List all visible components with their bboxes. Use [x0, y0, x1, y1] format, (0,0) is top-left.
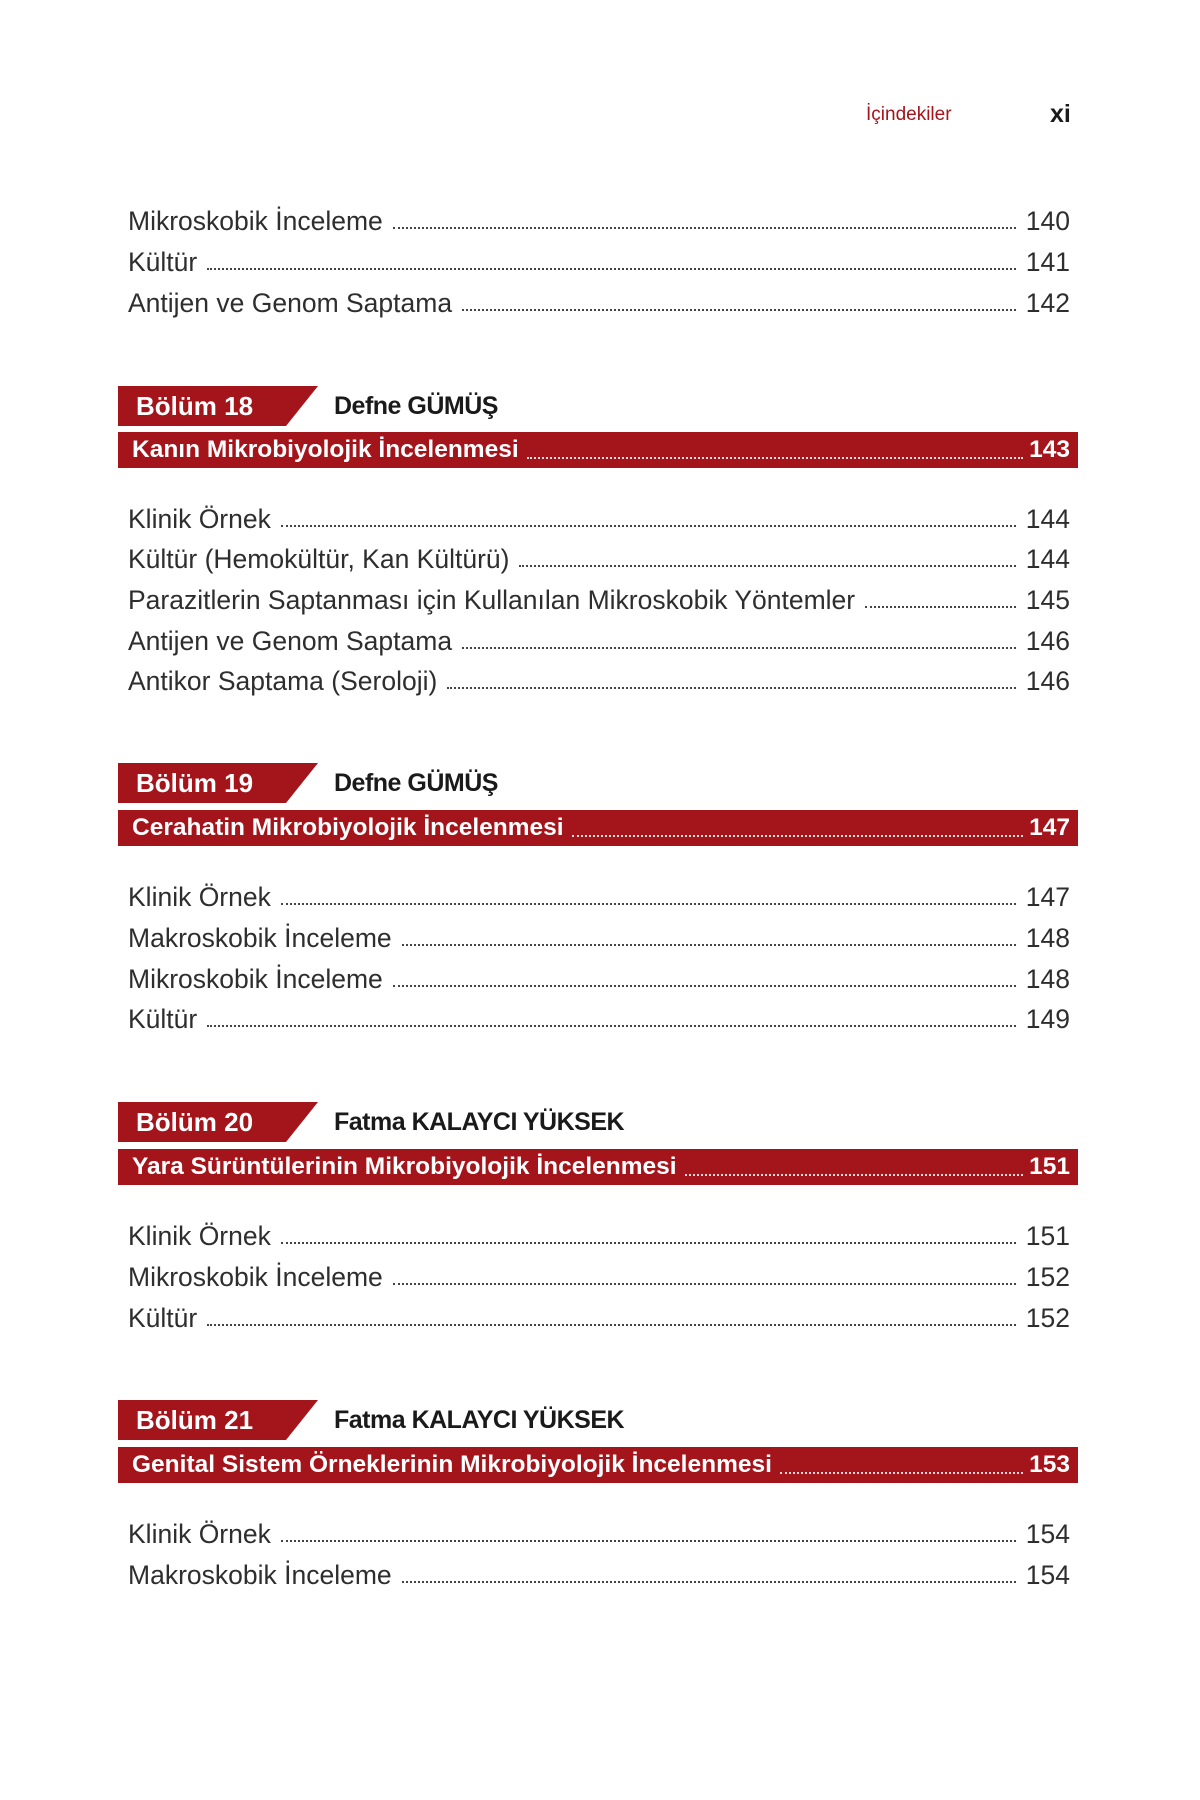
toc-entry-page: 152: [1025, 1262, 1070, 1292]
toc-entry-page: 146: [1025, 666, 1070, 696]
dot-leader: [572, 835, 1024, 837]
chapter-page: 151: [1029, 1153, 1070, 1180]
chapter-page: 143: [1029, 436, 1070, 463]
dot-leader: [402, 1581, 1016, 1583]
toc-entry-page: 144: [1025, 504, 1070, 534]
dot-leader: [447, 687, 1015, 689]
chapter-title-bar[interactable]: [118, 1149, 1078, 1185]
toc-entry-page: 145: [1025, 585, 1070, 615]
chapter-title-bar[interactable]: [118, 810, 1078, 846]
chapter-label: Bölüm 21: [118, 1400, 286, 1440]
dot-leader: [402, 944, 1016, 946]
toc-entry-title: Makroskobik İnceleme: [128, 1560, 392, 1590]
chapter-title-bar[interactable]: [118, 1447, 1078, 1483]
chapter-label: Bölüm 20: [118, 1102, 286, 1142]
dot-leader: [462, 309, 1016, 311]
toc-entry[interactable]: [128, 1551, 1070, 1591]
chapter-author: Defne GÜMÜŞ: [334, 768, 498, 797]
dot-leader: [281, 903, 1016, 905]
running-head-page-number: xi: [1050, 100, 1071, 128]
chapter-page: 147: [1029, 814, 1070, 841]
toc-entry-page: 146: [1025, 626, 1070, 656]
toc-entry[interactable]: [128, 955, 1070, 995]
toc-entry-page: 151: [1025, 1221, 1070, 1251]
running-head-section: İçindekiler: [866, 104, 952, 125]
dot-leader: [519, 565, 1015, 567]
chapter-header: [118, 1400, 624, 1440]
chapter-author: Defne GÜMÜŞ: [334, 391, 498, 420]
toc-entry-title: Antikor Saptama (Seroloji): [128, 666, 438, 696]
toc-entry-title: Mikroskobik İnceleme: [128, 1262, 383, 1292]
dot-leader: [393, 985, 1016, 987]
toc-entry[interactable]: [128, 995, 1070, 1035]
toc-entry-page: 142: [1025, 288, 1070, 318]
toc-entry-title: Kültür: [128, 1004, 198, 1034]
chapter-title: Genital Sistem Örneklerinin Mikrobiyolojik İncelenmesi: [132, 1451, 772, 1478]
chapter-header: [118, 1102, 624, 1142]
toc-entry[interactable]: [128, 1253, 1070, 1293]
toc-entry-title: Antijen ve Genom Saptama: [128, 626, 453, 656]
toc-entry[interactable]: [128, 1212, 1070, 1252]
toc-entry-page: 141: [1025, 247, 1070, 277]
toc-entry[interactable]: [128, 617, 1070, 657]
toc-entry-title: Parazitlerin Saptanması için Kullanılan Mikroskobik Yöntemler: [128, 585, 856, 615]
dot-leader: [207, 268, 1016, 270]
toc-entry[interactable]: [128, 914, 1070, 954]
toc-entry-title: Klinik Örnek: [128, 1519, 271, 1549]
chapter-page: 153: [1029, 1451, 1070, 1478]
toc-entry-title: Klinik Örnek: [128, 882, 271, 912]
chapter-title: Cerahatin Mikrobiyolojik İncelenmesi: [132, 814, 564, 841]
toc-entry[interactable]: [128, 495, 1070, 535]
chapter-header: [118, 386, 498, 426]
toc-entry-page: 148: [1025, 964, 1070, 994]
toc-entry-title: Mikroskobik İnceleme: [128, 206, 383, 236]
toc-entry[interactable]: [128, 279, 1070, 319]
toc-entry-title: Kültür: [128, 247, 198, 277]
toc-entry-page: 147: [1025, 882, 1070, 912]
chapter-author: Fatma KALAYCI YÜKSEK: [334, 1405, 625, 1434]
dot-leader: [207, 1324, 1016, 1326]
toc-entry-title: Klinik Örnek: [128, 1221, 271, 1251]
dot-leader: [207, 1025, 1016, 1027]
chapter-title: Kanın Mikrobiyolojik İncelenmesi: [132, 436, 519, 463]
toc-entry-title: Antijen ve Genom Saptama: [128, 288, 453, 318]
toc-entry-title: Kültür: [128, 1303, 198, 1333]
chapter-title-bar[interactable]: [118, 432, 1078, 468]
toc-entry-page: 154: [1025, 1560, 1070, 1590]
dot-leader: [281, 1540, 1016, 1542]
toc-entry[interactable]: [128, 1510, 1070, 1550]
toc-entry[interactable]: [128, 238, 1070, 278]
dot-leader: [527, 457, 1023, 459]
toc-entry[interactable]: [128, 576, 1070, 616]
chapter-author: Fatma KALAYCI YÜKSEK: [334, 1107, 625, 1136]
toc-entry-page: 154: [1025, 1519, 1070, 1549]
dot-leader: [685, 1174, 1024, 1176]
dot-leader: [462, 647, 1016, 649]
toc-entry[interactable]: [128, 873, 1070, 913]
toc-entry-page: 140: [1025, 206, 1070, 236]
toc-entry-title: Makroskobik İnceleme: [128, 923, 392, 953]
dot-leader: [865, 606, 1016, 608]
dot-leader: [393, 1283, 1016, 1285]
toc-entry-page: 144: [1025, 544, 1070, 574]
page-header: [0, 100, 1200, 140]
toc-entry[interactable]: [128, 1294, 1070, 1334]
toc-entry-page: 152: [1025, 1303, 1070, 1333]
dot-leader: [780, 1472, 1023, 1474]
dot-leader: [393, 227, 1016, 229]
toc-entry[interactable]: [128, 197, 1070, 237]
toc-entry-title: Mikroskobik İnceleme: [128, 964, 383, 994]
toc-entry[interactable]: [128, 657, 1070, 697]
toc-entry-title: Klinik Örnek: [128, 504, 271, 534]
chapter-label: Bölüm 18: [118, 386, 286, 426]
toc-entry-title: Kültür (Hemokültür, Kan Kültürü): [128, 544, 510, 574]
chapter-label: Bölüm 19: [118, 763, 286, 803]
toc-entry-page: 148: [1025, 923, 1070, 953]
toc-entry[interactable]: [128, 535, 1070, 575]
chapter-header: [118, 763, 498, 803]
chapter-title: Yara Sürüntülerinin Mikrobiyolojik İncelenmesi: [132, 1153, 677, 1180]
dot-leader: [281, 1242, 1016, 1244]
toc-entry-page: 149: [1025, 1004, 1070, 1034]
dot-leader: [281, 525, 1016, 527]
